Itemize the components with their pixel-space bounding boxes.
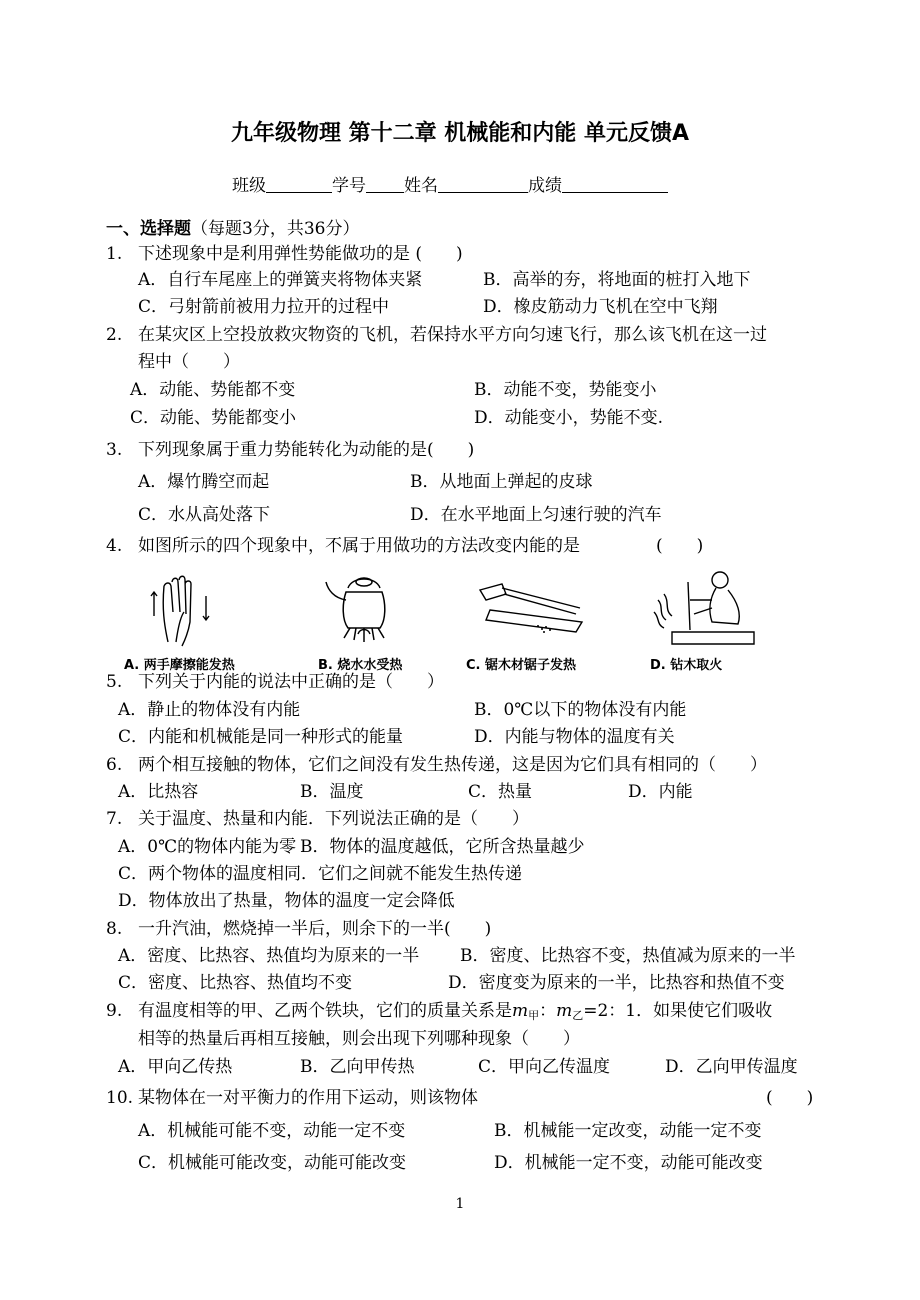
rubbing-hands-icon: [148, 572, 214, 650]
q5-stem: 下列关于内能的说法中正确的是（ ）: [138, 672, 444, 692]
q7-option-d[interactable]: D．物体放出了热量，物体的温度一定会降低: [118, 891, 455, 911]
student-info-line: [232, 176, 668, 196]
q4-caption-c: C. 锯木材锯子发热: [466, 658, 577, 673]
number-label: 学号: [332, 176, 366, 196]
q4-stem: 如图所示的四个现象中，不属于用做功的方法改变内能的是: [138, 536, 580, 556]
q7-number: 7.: [106, 809, 123, 829]
q2-number: 2.: [106, 325, 123, 345]
q8-stem: 一升汽油，燃烧掉一半后，则余下的一半( ): [138, 919, 492, 939]
drilling-wood-fire-icon: [650, 566, 760, 648]
q9-option-a[interactable]: A．甲向乙传热: [118, 1057, 233, 1077]
q2-option-b[interactable]: B．动能不变，势能变小: [474, 380, 657, 400]
q4-number: 4.: [106, 536, 123, 556]
q3-option-d[interactable]: D．在水平地面上匀速行驶的汽车: [410, 505, 662, 525]
name-label: 姓名: [404, 176, 438, 196]
q7-stem: 关于温度、热量和内能．下列说法正确的是（ ）: [138, 809, 529, 829]
q9-stem: [138, 1001, 772, 1026]
q2-option-c[interactable]: C．动能、势能都变小: [130, 408, 297, 428]
q8-option-b[interactable]: B．密度、比热容不变，热值减为原来的一半: [460, 946, 796, 966]
page-title: 九年级物理 第十二章 机械能和内能 单元反馈A: [230, 121, 689, 146]
q9-mass-symbol-2: m: [556, 1001, 573, 1021]
q1-number: 1.: [106, 244, 123, 264]
q4-caption-d: D. 钻木取火: [650, 658, 723, 673]
q3-number: 3.: [106, 440, 123, 460]
section-title: 一、选择题: [106, 219, 191, 239]
score-blank[interactable]: [562, 176, 668, 193]
class-blank[interactable]: [266, 176, 332, 193]
q10-number: 10.: [106, 1088, 134, 1108]
q10-option-c[interactable]: C．机械能可能改变，动能可能改变: [138, 1153, 407, 1173]
q5-option-d[interactable]: D．内能与物体的温度有关: [474, 727, 675, 747]
q1-option-a[interactable]: A．自行车尾座上的弹簧夹将物体夹紧: [138, 270, 423, 290]
q8-option-d[interactable]: D．密度变为原来的一半，比热容和热值不变: [448, 973, 785, 993]
q4-caption-b: B. 烧水水受热: [318, 658, 403, 673]
q10-option-d[interactable]: D．机械能一定不变，动能可能改变: [494, 1153, 763, 1173]
q10-stem: 某物体在一对平衡力的作用下运动，则该物体: [138, 1088, 478, 1108]
q7-option-c[interactable]: C．两个物体的温度相同．它们之间就不能发生热传递: [118, 864, 523, 884]
q5-option-a[interactable]: A．静止的物体没有内能: [118, 700, 301, 720]
q8-option-a[interactable]: A．密度、比热容、热值均为原来的一半: [118, 946, 420, 966]
q1-option-b[interactable]: B．高举的夯，将地面的桩打入地下: [483, 270, 751, 290]
q4-caption-a: A. 两手摩擦能发热: [124, 658, 235, 673]
q3-option-b[interactable]: B．从地面上弹起的皮球: [410, 472, 593, 492]
q8-number: 8.: [106, 919, 123, 939]
q10-option-a[interactable]: A．机械能可能不变，动能一定不变: [138, 1121, 406, 1141]
q1-stem: 下述现象中是利用弹性势能做功的是 ( ): [138, 244, 463, 264]
q5-option-c[interactable]: C．内能和机械能是同一种形式的能量: [118, 727, 404, 747]
q6-number: 6.: [106, 755, 123, 775]
q6-option-d[interactable]: D．内能: [628, 782, 693, 802]
q7-option-b[interactable]: B．物体的温度越低，它所含热量越少: [300, 837, 585, 857]
q6-stem: 两个相互接触的物体，它们之间没有发生热传递，这是因为它们具有相同的（ ）: [138, 755, 767, 775]
q2-stem: 在某灾区上空投放救灾物资的飞机，若保持水平方向匀速飞行，那么该飞机在这一过: [138, 325, 767, 345]
q7-option-a[interactable]: A．0℃的物体内能为零: [118, 837, 297, 857]
q6-option-b[interactable]: B．温度: [300, 782, 364, 802]
sawing-wood-icon: [476, 576, 586, 636]
q6-option-a[interactable]: A．比热容: [118, 782, 199, 802]
q9-option-d[interactable]: D．乙向甲传温度: [665, 1057, 798, 1077]
q9-stem-part2: =2：1．如果使它们吸收: [583, 1001, 773, 1021]
q3-stem: 下列现象属于重力势能转化为动能的是( ): [138, 440, 475, 460]
q1-option-c[interactable]: C．弓射箭前被用力拉开的过程中: [138, 297, 390, 317]
score-label: 成绩: [528, 176, 562, 196]
q9-colon: ：: [539, 1001, 557, 1021]
q6-option-c[interactable]: C．热量: [468, 782, 533, 802]
q9-mass-symbol-1: m: [512, 1001, 529, 1021]
q10-option-b[interactable]: B．机械能一定改变，动能一定不变: [494, 1121, 762, 1141]
q2-option-a[interactable]: A．动能、势能都不变: [130, 380, 296, 400]
kettle-icon: [322, 568, 400, 650]
section-note: （每题3分，共36分）: [191, 219, 360, 239]
page-number: 1: [455, 1196, 465, 1212]
number-blank[interactable]: [366, 176, 404, 193]
q9-number: 9.: [106, 1001, 123, 1021]
q10-answer-bracket: ( ): [766, 1088, 814, 1108]
q3-option-c[interactable]: C．水从高处落下: [138, 505, 271, 525]
q9-sub-yi: 乙: [572, 1009, 584, 1022]
q2-stem-cont: 程中（ ）: [138, 352, 240, 372]
q9-option-b[interactable]: B．乙向甲传热: [300, 1057, 415, 1077]
q9-stem-cont: 相等的热量后再相互接触，则会出现下列哪种现象（ ）: [138, 1029, 580, 1049]
q9-stem-part1: 有温度相等的甲、乙两个铁块，它们的质量关系是: [138, 1001, 512, 1021]
q9-sub-jia: 甲: [528, 1009, 540, 1022]
class-label: 班级: [232, 176, 266, 196]
q3-option-a[interactable]: A．爆竹腾空而起: [138, 472, 270, 492]
q4-answer-bracket: ( ): [656, 536, 704, 556]
q5-number: 5.: [106, 672, 123, 692]
q1-option-d[interactable]: D．橡皮筋动力飞机在空中飞翔: [483, 297, 718, 317]
section-heading: [106, 214, 359, 239]
q8-option-c[interactable]: C．密度、比热容、热值均不变: [118, 973, 353, 993]
q5-option-b[interactable]: B．0℃以下的物体没有内能: [474, 700, 687, 720]
q9-option-c[interactable]: C．甲向乙传温度: [478, 1057, 611, 1077]
q2-option-d[interactable]: D．动能变小，势能不变.: [474, 408, 664, 428]
name-blank[interactable]: [438, 176, 528, 193]
